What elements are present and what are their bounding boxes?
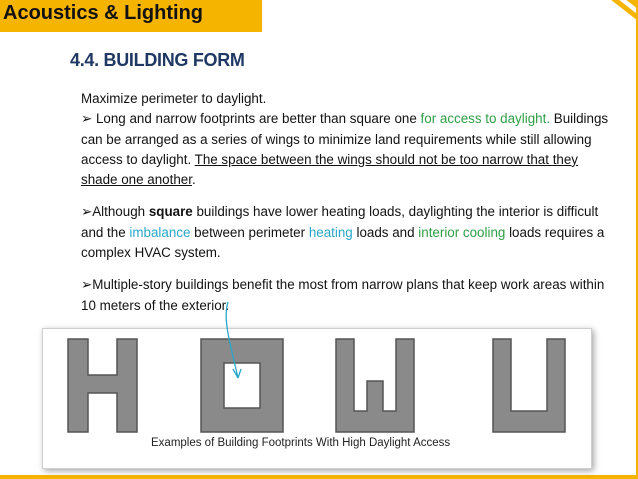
footprint-u-shape <box>493 339 565 432</box>
intro-text: Maximize perimeter to daylight. <box>81 91 267 106</box>
footprint-h-shape <box>68 339 137 432</box>
bold-text: square <box>148 204 193 220</box>
bullet-arrow-icon: ➢ <box>81 277 93 293</box>
slide-content <box>81 89 611 316</box>
highlight-blue: heating <box>308 224 353 240</box>
section-title: 4.4. BUILDING FORM <box>70 50 245 70</box>
bullet-long-narrow: ➢ Long and narrow footprints are better than square one for access to daylight. Buildings can be arranged as a series of wings to minimize land requirements while still allowing access to daylight. The space between the wings should not be too narrow that they shade one another. <box>81 111 609 188</box>
bullet-multistory: ➢Multiple-story buildings benefit the most from narrow plans that keep work areas within 10 meters of the exterior. <box>81 277 605 313</box>
highlight-blue: imbalance <box>129 224 191 240</box>
bullet-arrow-icon: ➢ <box>81 204 93 220</box>
figure-caption: Examples of Building Footprints With High Daylight Access <box>151 437 451 449</box>
highlight-green: interior cooling <box>418 224 506 240</box>
header-title: Acoustics & Lighting <box>3 2 203 24</box>
highlight-green: for access to daylight. <box>420 111 551 127</box>
bottom-accent-bar <box>0 475 638 479</box>
footprint-w-shape <box>336 339 414 432</box>
bullet-arrow-icon: ➢ <box>81 111 93 127</box>
footprints-figure <box>42 328 592 469</box>
header-bar <box>0 0 262 32</box>
underlined-text: The space between the wings should not be too narrow that they shade one another <box>81 151 579 188</box>
footprint-o-shape <box>201 339 283 432</box>
bullet-square-buildings: ➢Although square buildings have lower heating loads, daylighting the interior is difficult and the imbalance between perimeter heating loads and interior cooling loads requires a complex HVAC system. <box>81 204 605 261</box>
